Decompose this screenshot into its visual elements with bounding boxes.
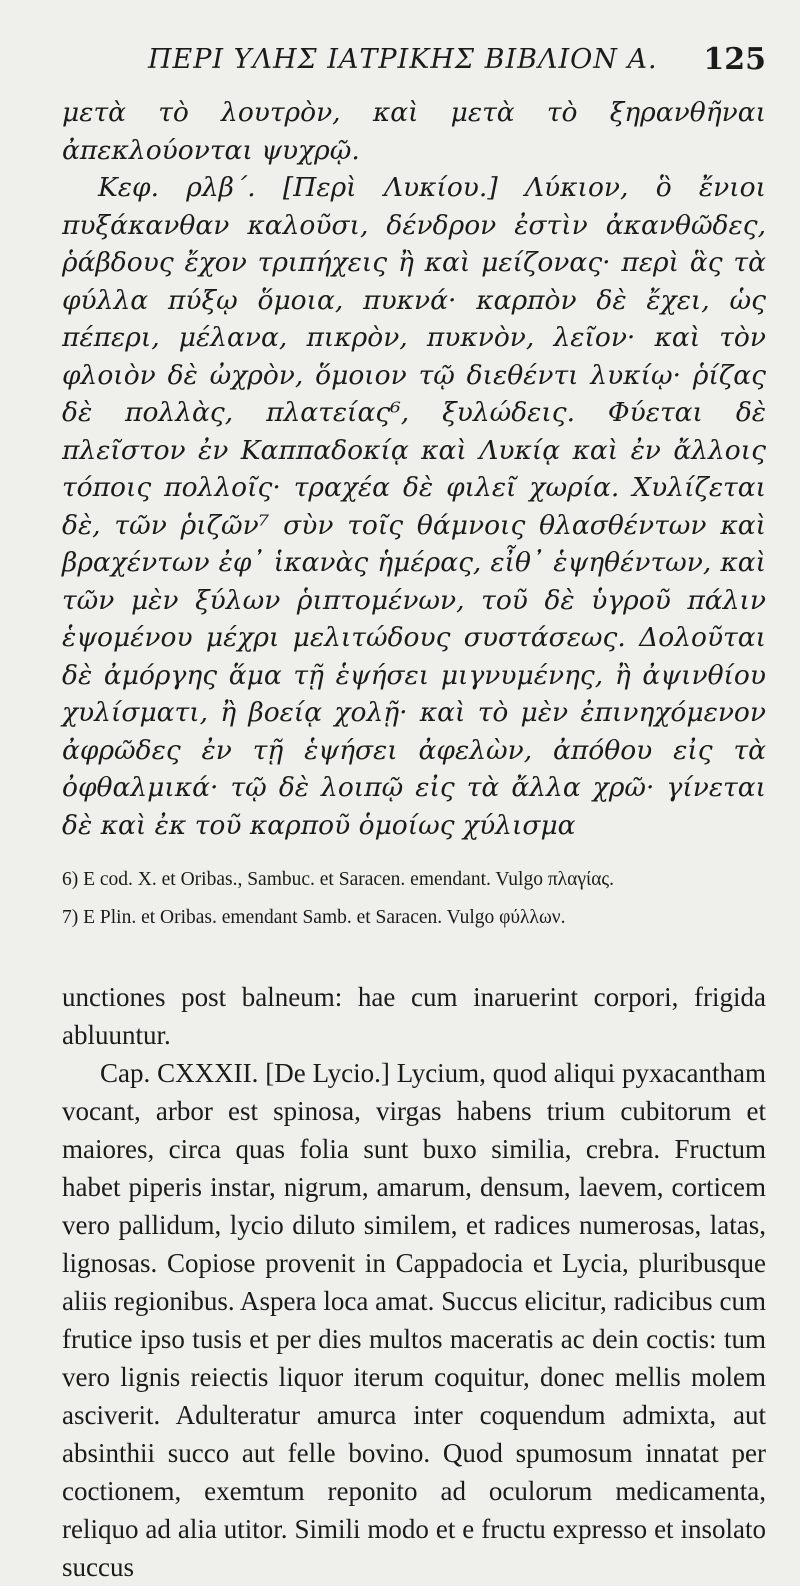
latin-paragraph: Cap. CXXXII. [De Lycio.] Lycium, quod aliqui pyxacantham vocant, arbor est spinosa, virgas habens trium cubitorum et maiores, circa quas folia sunt buxo similia, crebra. Fructum habet piperis instar, nigrum, amarum, densum, laevem, corticem vero pallidum, lycio diluto similem, et radices numerosas, latas, lignosas. Copiose provenit in Cappadocia et Lycia, pluribusque aliis regionibus. Aspera loca amat. Succus elicitur, radicibus cum frutice ipso tusis et per dies multos maceratis ac dein coctis: tum vero lignis reiectis liquor iterum coquitur, donec mellis molem asciverit. Adulteratur amurca inter coquendum admixta, aut absinthii succo aut felle bovino. Quod spumosum innatat per coctionem, exemtum reponito ad oculorum medicamenta, reliquo ad alia utitor. Simili modo et e fructu expresso et insolato succus — [62, 1058, 766, 1582]
greek-paragraph: μετὰ τὸ λουτρὸν, καὶ μετὰ τὸ ξηρανθῆναι ἀπεκλούονται ψυχρῷ. — [62, 97, 766, 166]
running-head — [62, 40, 766, 88]
footnote-7: 7) E Plin. et Oribas. emendant Samb. et Saracen. Vulgo φύλλων. — [62, 907, 566, 928]
footnote-6: 6) E cod. X. et Oribas., Sambuc. et Saracen. emendant. Vulgo πλαγίας. — [62, 869, 615, 890]
latin-paragraph: unctiones post balneum: hae cum inaruerint corpori, frigida abluuntur. — [62, 982, 766, 1050]
running-title: ΠΕΡΙ ΥΛΗΣ ΙΑΤΡΙΚΗΣ ΒΙΒΛΙΟΝ Α. — [148, 44, 658, 75]
page-number: 125 — [703, 42, 766, 77]
footnotes — [62, 866, 766, 932]
latin-text — [62, 978, 766, 1586]
greek-text — [62, 94, 766, 844]
greek-paragraph: Κεφ. ρλβ΄. [Περὶ Λυκίου.] Λύκιον, ὃ ἔνιοι πυξάκανθαν καλοῦσι, δένδρον ἐστὶν ἀκανθῶδες, ῥάβδους ἔχον τριπήχεις ἢ καὶ μείζονας· περὶ ἃς τὰ φύλλα πύξῳ ὅμοια, πυκνά· καρπὸν δὲ ἔχει, ὡς πέπερι, μέλανα, πικρὸν, πυκνὸν, λεῖον· καὶ τὸν φλοιὸν δὲ ὠχρὸν, ὅμοιον τῷ διεθέντι λυκίῳ· ῥίζας δὲ πολλὰς, πλατείας⁶, ξυλώδεις. Φύεται δὲ πλεῖστον ἐν Καππαδοκίᾳ καὶ Λυκίᾳ καὶ ἐν ἄλλοις τόποις πολλοῖς· τραχέα δὲ φιλεῖ χωρία. Χυλίζεται δὲ, τῶν ῥιζῶν⁷ σὺν τοῖς θάμνοις θλασθέντων καὶ βραχέντων ἐφ᾽ ἱκανὰς ἡμέρας, εἶθ᾽ ἑψηθέντων, καὶ τῶν μὲν ξύλων ῥιπτομένων, τοῦ δὲ ὑγροῦ πάλιν ἑψομένου μέχρι μελιτώδους συστάσεως. Δολοῦται δὲ ἀμόργης ἅμα τῇ ἑψήσει μιγνυμένης, ἢ ἀψινθίου χυλίσματι, ἢ βοείᾳ χολῇ· καὶ τὸ μὲν ἐπινηχόμενον ἀφρῶδες ἐν τῇ ἑψήσει ἀφελὼν, ἀπόθου εἰς τὰ ὀφθαλμικά· τῷ δὲ λοιπῷ εἰς τὰ ἄλλα χρῶ· γίνεται δὲ καὶ ἐκ τοῦ καρποῦ ὁμοίως χύλισμα — [62, 172, 766, 841]
